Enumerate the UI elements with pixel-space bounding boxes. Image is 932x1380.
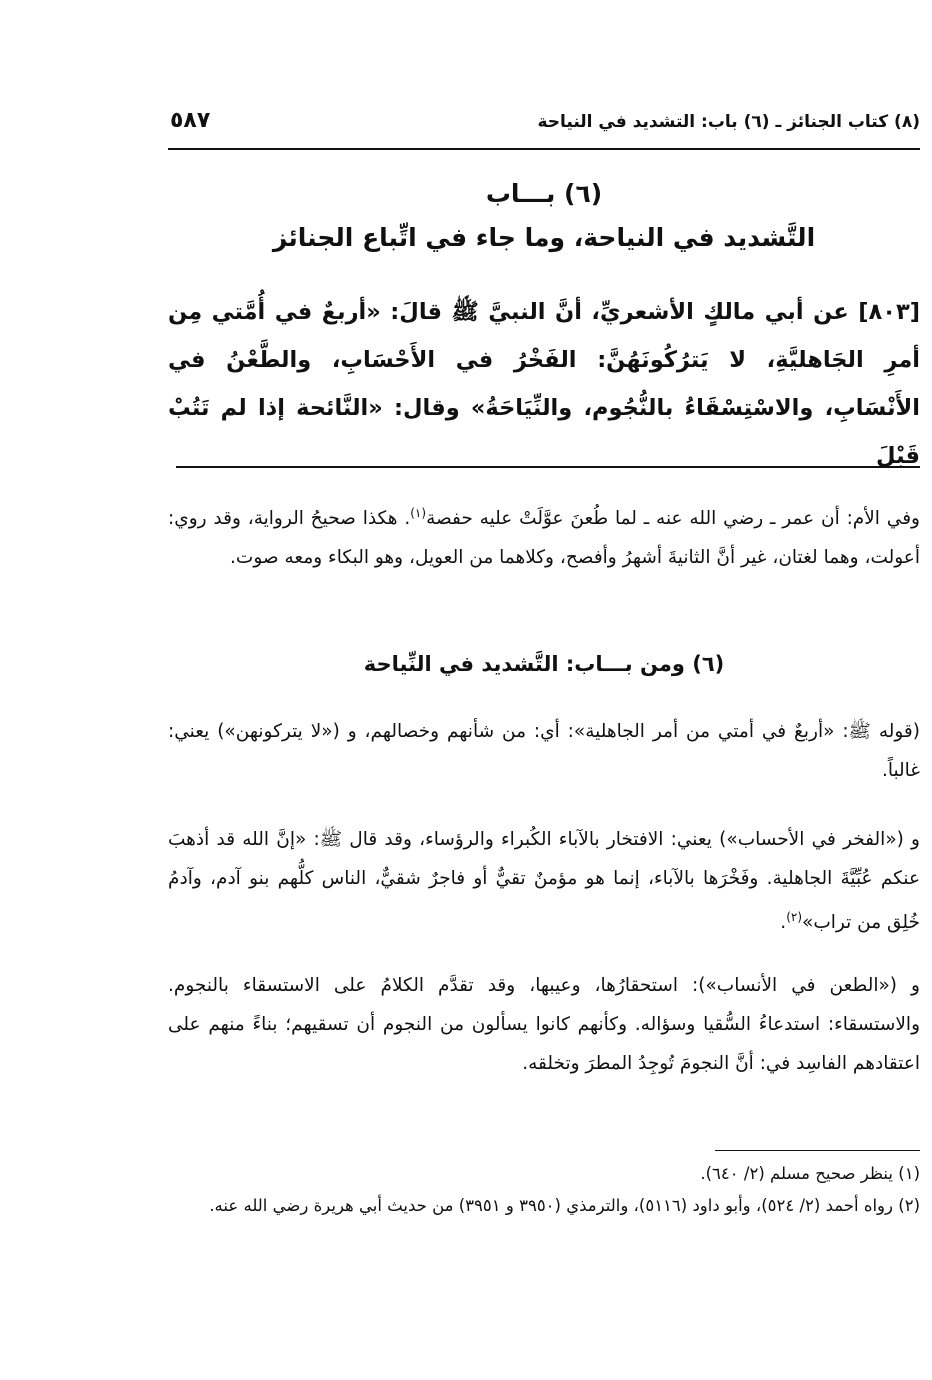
chapter-title: التَّشديد في النياحة، وما جاء في اتِّباع الجنائز [272, 223, 816, 252]
commentary-sub-heading: (٦) ومن بـــاب: التَّشديد في النِّياحة [363, 652, 725, 676]
header-divider [168, 148, 920, 150]
text-divider [176, 466, 920, 468]
footnote-ref-1: (١) [410, 506, 427, 520]
commentary-text: . [780, 912, 787, 934]
chapter-heading [168, 172, 920, 260]
page-number: ٥٨٧ [170, 108, 211, 133]
chapter-number: (٦) بـــاب [485, 179, 603, 208]
footnote-divider [715, 1150, 920, 1151]
commentary-text: و («الفخر في الأحساب») يعني: الافتخار بالآباء الكُبراء والرؤساء، وقد قال ﷺ: «إنَّ الله قد أذهبَ عنكم عُبِّيَّةَ الجاهلية. وفَخْرَها بالآباء، إنما هو مؤمنٌ تقيٌّ أو فاجرٌ شقيٌّ، الناس كلُّهم بنو آدم، وآدمُ خُلِق من تراب» [168, 829, 920, 934]
commentary-paragraph-1 [168, 494, 920, 577]
running-header [170, 108, 920, 142]
commentary-paragraph-2: (قوله ﷺ: «أربعٌ في أمتي من أمر الجاهلية»: أي: من شأنهم وخصالهم، و («لا يتركونهن») يعني: غالباً. [168, 721, 920, 781]
commentary-paragraph-4: و («الطعن في الأنساب»): استحقارُها، وعيبها، وقد تقدَّم الكلامُ على الاستسقاء بالنجوم. والاستسقاء: استدعاءُ السُّقيا وسؤاله. وكأنهم كانوا يسألون من النجوم أن تسقيهم؛ بناءً منهم على اعتقادهم الفاسِد في: أنَّ النجومَ تُوجِدُ المطرَ وتخلقه. [168, 975, 920, 1074]
footnote-1: (١) ينظر صحيح مسلم (٢/ ٦٤٠). [700, 1164, 920, 1183]
footnote-ref-2: (٢) [786, 910, 803, 924]
commentary-text: وفي الأم: أن عمر ـ رضي الله عنه ـ لما طُعنَ عوَّلَتْ عليه حفصة [426, 508, 920, 530]
footnote-2: (٢) رواه أحمد (٢/ ٥٢٤)، وأبو داود (٥١١٦)، والترمذي (٣٩٥٠ و ٣٩٥١) من حديث أبي هريرة رضي الله عنه. [209, 1196, 920, 1215]
hadith-text: [٨٠٣] عن أبي مالكٍ الأشعريِّ، أنَّ النبيَّ ﷺ قالَ: «أربعٌ في أُمَّتي مِن أمرِ الجَاهليَّةِ، لا يَترُكُونَهُنَّ: الفَخْرُ في الأَحْسَابِ، والطَّعْنُ في الأَنْسَابِ، والاسْتِسْقَاءُ بالنُّجُوم، والنِّيَاحَةُ» وقال: «النَّائحة إذا لم تَتُبْ قَبْلَ [168, 299, 920, 469]
commentary-paragraph-3 [168, 820, 920, 942]
commentary-text: . هكذا صحيحُ الرواية، وقد روي: أعولت، وهما لغتان، غير أنَّ الثانيةَ أشهرُ وأفصح، وكلاهما من العويل، وهو البكاء ومعه صوت. [168, 508, 920, 569]
running-title: (٨) كتاب الجنائز ـ (٦) باب: التشديد في النياحة [537, 112, 920, 132]
footnotes [168, 1158, 920, 1222]
